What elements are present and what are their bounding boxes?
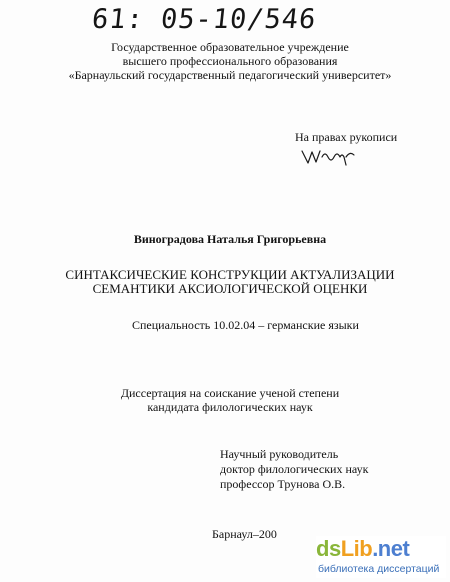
institution-line-3: «Барнаульский государственный педагогический университет» — [68, 68, 392, 82]
dslib-watermark[interactable] — [316, 536, 446, 578]
manuscript-rights-label: На правах рукописи — [295, 130, 398, 144]
degree-line-2: кандидата филологических наук — [147, 400, 313, 414]
dslib-logo[interactable] — [316, 536, 409, 562]
institution-block — [40, 40, 420, 82]
title-line-2: СЕМАНТИКИ АКСИОЛОГИЧЕСКОЙ ОЦЕНКИ — [92, 281, 368, 296]
city-year: Барнаул–200 — [212, 527, 277, 541]
supervisor-block — [220, 447, 368, 492]
signature-icon — [300, 143, 360, 167]
logo-part-net: .net — [372, 536, 410, 561]
institution-line-1: Государственное образовательное учреждение — [111, 40, 349, 54]
title-line-1: СИНТАКСИЧЕСКИЕ КОНСТРУКЦИИ АКТУАЛИЗАЦИИ — [65, 267, 395, 282]
supervisor-line-2: доктор филологических наук — [220, 462, 369, 476]
author-name: Виноградова Наталья Григорьевна — [133, 232, 327, 246]
dissertation-title — [40, 268, 420, 296]
supervisor-line-1: Научный руководитель — [220, 447, 339, 461]
handwritten-shelfmark: 61: 05-10/546 — [90, 4, 318, 35]
watermark-caption: библиотека диссертаций — [318, 563, 440, 575]
logo-part-ds: ds — [316, 536, 341, 561]
degree-block — [40, 386, 420, 414]
institution-line-2: высшего профессионального образования — [122, 54, 338, 68]
degree-line-1: Диссертация на соискание ученой степени — [120, 386, 340, 400]
supervisor-line-3: профессор Трунова О.В. — [220, 477, 346, 491]
logo-part-lib: Lib — [340, 536, 373, 561]
specialty-line: Специальность 10.02.04 – германские языки — [132, 318, 359, 332]
